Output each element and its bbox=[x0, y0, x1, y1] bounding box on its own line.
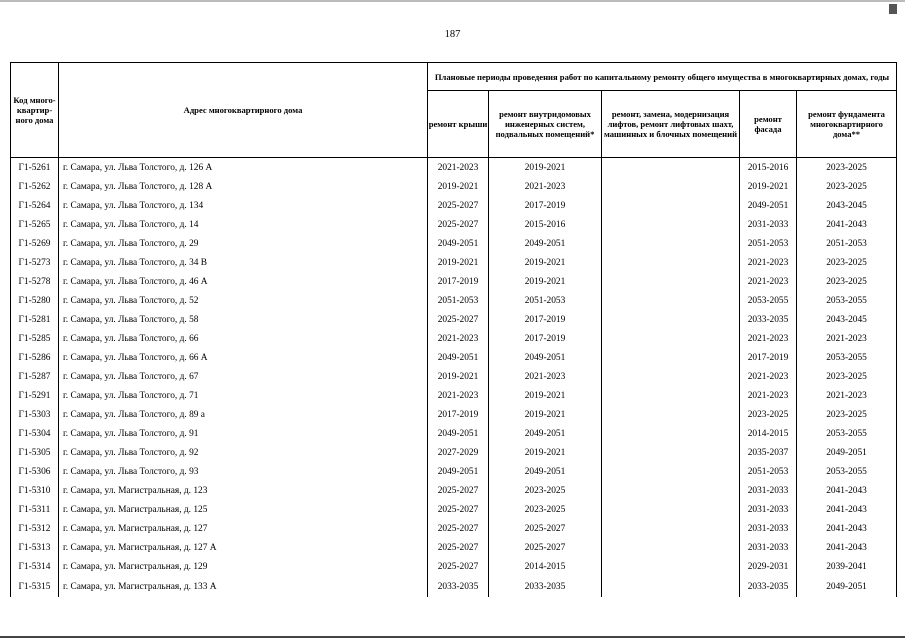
cell-facade: 2029-2031 bbox=[740, 557, 797, 576]
cell-address: г. Самара, ул. Льва Толстого, д. 66 А bbox=[59, 348, 428, 367]
cell-facade: 2014-2015 bbox=[740, 424, 797, 443]
table-row bbox=[11, 481, 897, 500]
cell-code: Г1-5280 bbox=[11, 291, 59, 310]
cell-facade: 2021-2023 bbox=[740, 272, 797, 291]
cell-address: г. Самара, ул. Льва Толстого, д. 58 bbox=[59, 310, 428, 329]
cell-systems: 2015-2016 bbox=[489, 215, 602, 234]
cell-address: г. Самара, ул. Льва Толстого, д. 128 А bbox=[59, 177, 428, 196]
cell-facade: 2017-2019 bbox=[740, 348, 797, 367]
cell-facade: 2015-2016 bbox=[740, 158, 797, 178]
cell-roof: 2025-2027 bbox=[428, 519, 489, 538]
cell-code: Г1-5265 bbox=[11, 215, 59, 234]
cell-roof: 2019-2021 bbox=[428, 367, 489, 386]
cell-address: г. Самара, ул. Льва Толстого, д. 91 bbox=[59, 424, 428, 443]
cell-facade: 2033-2035 bbox=[740, 576, 797, 597]
cell-lifts bbox=[602, 234, 740, 253]
cell-foundation: 2043-2045 bbox=[797, 196, 897, 215]
cell-lifts bbox=[602, 367, 740, 386]
table-row bbox=[11, 158, 897, 178]
cell-address: г. Самара, ул. Магистральная, д. 123 bbox=[59, 481, 428, 500]
cell-systems: 2019-2021 bbox=[489, 272, 602, 291]
cell-roof: 2025-2027 bbox=[428, 215, 489, 234]
cell-systems: 2025-2027 bbox=[489, 538, 602, 557]
header-facade: ремонт фасада bbox=[740, 91, 797, 158]
table-row bbox=[11, 405, 897, 424]
cell-lifts bbox=[602, 196, 740, 215]
cell-address: г. Самара, ул. Магистральная, д. 125 bbox=[59, 500, 428, 519]
cell-facade: 2021-2023 bbox=[740, 367, 797, 386]
cell-foundation: 2053-2055 bbox=[797, 424, 897, 443]
table-row bbox=[11, 253, 897, 272]
cell-lifts bbox=[602, 386, 740, 405]
cell-lifts bbox=[602, 348, 740, 367]
header-code: Код много-квартир-ного дома bbox=[11, 63, 59, 158]
cell-code: Г1-5262 bbox=[11, 177, 59, 196]
header-systems: ремонт внутридомовых инженерных систем, подвальных помещений* bbox=[489, 91, 602, 158]
cell-code: Г1-5311 bbox=[11, 500, 59, 519]
cell-roof: 2025-2027 bbox=[428, 481, 489, 500]
cell-roof: 2025-2027 bbox=[428, 500, 489, 519]
cell-lifts bbox=[602, 519, 740, 538]
cell-systems: 2033-2035 bbox=[489, 576, 602, 597]
cell-code: Г1-5312 bbox=[11, 519, 59, 538]
cell-roof: 2025-2027 bbox=[428, 557, 489, 576]
cell-lifts bbox=[602, 272, 740, 291]
cell-code: Г1-5278 bbox=[11, 272, 59, 291]
cell-foundation: 2049-2051 bbox=[797, 576, 897, 597]
cell-roof: 2019-2021 bbox=[428, 177, 489, 196]
cell-lifts bbox=[602, 557, 740, 576]
cell-address: г. Самара, ул. Льва Толстого, д. 89 а bbox=[59, 405, 428, 424]
cell-foundation: 2021-2023 bbox=[797, 386, 897, 405]
cell-address: г. Самара, ул. Магистральная, д. 127 А bbox=[59, 538, 428, 557]
cell-code: Г1-5281 bbox=[11, 310, 59, 329]
cell-lifts bbox=[602, 329, 740, 348]
cell-facade: 2051-2053 bbox=[740, 462, 797, 481]
cell-code: Г1-5261 bbox=[11, 158, 59, 178]
cell-code: Г1-5287 bbox=[11, 367, 59, 386]
table-row bbox=[11, 519, 897, 538]
table-header bbox=[11, 63, 897, 158]
cell-facade: 2031-2033 bbox=[740, 538, 797, 557]
cell-code: Г1-5315 bbox=[11, 576, 59, 597]
cell-address: г. Самара, ул. Магистральная, д. 127 bbox=[59, 519, 428, 538]
table-row bbox=[11, 443, 897, 462]
cell-facade: 2051-2053 bbox=[740, 234, 797, 253]
cell-lifts bbox=[602, 443, 740, 462]
cell-code: Г1-5305 bbox=[11, 443, 59, 462]
header-roof: ремонт крыши bbox=[428, 91, 489, 158]
cell-roof: 2027-2029 bbox=[428, 443, 489, 462]
cell-roof: 2049-2051 bbox=[428, 462, 489, 481]
cell-address: г. Самара, ул. Льва Толстого, д. 52 bbox=[59, 291, 428, 310]
cell-lifts bbox=[602, 576, 740, 597]
cell-facade: 2033-2035 bbox=[740, 310, 797, 329]
cell-roof: 2017-2019 bbox=[428, 272, 489, 291]
cell-systems: 2023-2025 bbox=[489, 481, 602, 500]
cell-foundation: 2043-2045 bbox=[797, 310, 897, 329]
cell-lifts bbox=[602, 310, 740, 329]
cell-address: г. Самара, ул. Льва Толстого, д. 126 А bbox=[59, 158, 428, 178]
cell-roof: 2021-2023 bbox=[428, 386, 489, 405]
cell-roof: 2025-2027 bbox=[428, 538, 489, 557]
cell-foundation: 2023-2025 bbox=[797, 405, 897, 424]
cell-roof: 2017-2019 bbox=[428, 405, 489, 424]
capital-repair-table bbox=[10, 62, 897, 597]
cell-roof: 2025-2027 bbox=[428, 196, 489, 215]
cell-systems: 2019-2021 bbox=[489, 253, 602, 272]
cell-foundation: 2049-2051 bbox=[797, 443, 897, 462]
table-row bbox=[11, 215, 897, 234]
cell-lifts bbox=[602, 424, 740, 443]
cell-roof: 2033-2035 bbox=[428, 576, 489, 597]
cell-foundation: 2053-2055 bbox=[797, 291, 897, 310]
cell-systems: 2014-2015 bbox=[489, 557, 602, 576]
cell-systems: 2049-2051 bbox=[489, 234, 602, 253]
cell-address: г. Самара, ул. Льва Толстого, д. 93 bbox=[59, 462, 428, 481]
cell-systems: 2049-2051 bbox=[489, 462, 602, 481]
scan-corner-mark bbox=[889, 4, 897, 14]
cell-address: г. Самара, ул. Льва Толстого, д. 67 bbox=[59, 367, 428, 386]
cell-lifts bbox=[602, 481, 740, 500]
cell-foundation: 2053-2055 bbox=[797, 462, 897, 481]
cell-systems: 2021-2023 bbox=[489, 367, 602, 386]
cell-code: Г1-5291 bbox=[11, 386, 59, 405]
cell-address: г. Самара, ул. Льва Толстого, д. 66 bbox=[59, 329, 428, 348]
cell-facade: 2031-2033 bbox=[740, 215, 797, 234]
table-row bbox=[11, 576, 897, 597]
cell-foundation: 2023-2025 bbox=[797, 367, 897, 386]
cell-code: Г1-5286 bbox=[11, 348, 59, 367]
cell-foundation: 2053-2055 bbox=[797, 348, 897, 367]
cell-code: Г1-5306 bbox=[11, 462, 59, 481]
cell-code: Г1-5313 bbox=[11, 538, 59, 557]
cell-systems: 2019-2021 bbox=[489, 405, 602, 424]
header-address: Адрес многоквартирного дома bbox=[59, 63, 428, 158]
table-row bbox=[11, 310, 897, 329]
cell-systems: 2019-2021 bbox=[489, 443, 602, 462]
cell-roof: 2021-2023 bbox=[428, 158, 489, 178]
table-row bbox=[11, 196, 897, 215]
table-row bbox=[11, 538, 897, 557]
cell-facade: 2035-2037 bbox=[740, 443, 797, 462]
cell-code: Г1-5273 bbox=[11, 253, 59, 272]
cell-systems: 2021-2023 bbox=[489, 177, 602, 196]
header-foundation: ремонт фундамента многоквартирного дома** bbox=[797, 91, 897, 158]
cell-lifts bbox=[602, 177, 740, 196]
cell-facade: 2031-2033 bbox=[740, 500, 797, 519]
cell-code: Г1-5303 bbox=[11, 405, 59, 424]
page-number: 187 bbox=[444, 29, 461, 40]
table-body bbox=[11, 158, 897, 598]
header-periods-group: Плановые периоды проведения работ по капитальному ремонту общего имущества в многоквартирных домах, годы bbox=[428, 63, 897, 91]
cell-roof: 2021-2023 bbox=[428, 329, 489, 348]
cell-lifts bbox=[602, 405, 740, 424]
cell-facade: 2019-2021 bbox=[740, 177, 797, 196]
table-row bbox=[11, 177, 897, 196]
table-row bbox=[11, 367, 897, 386]
cell-systems: 2017-2019 bbox=[489, 310, 602, 329]
scan-edge-bottom bbox=[0, 636, 905, 638]
cell-systems: 2049-2051 bbox=[489, 348, 602, 367]
table-row bbox=[11, 234, 897, 253]
table-row bbox=[11, 272, 897, 291]
cell-code: Г1-5310 bbox=[11, 481, 59, 500]
cell-lifts bbox=[602, 538, 740, 557]
cell-systems: 2049-2051 bbox=[489, 424, 602, 443]
cell-foundation: 2051-2053 bbox=[797, 234, 897, 253]
table-row bbox=[11, 500, 897, 519]
cell-code: Г1-5304 bbox=[11, 424, 59, 443]
cell-roof: 2049-2051 bbox=[428, 424, 489, 443]
cell-address: г. Самара, ул. Льва Толстого, д. 34 В bbox=[59, 253, 428, 272]
cell-address: г. Самара, ул. Льва Толстого, д. 92 bbox=[59, 443, 428, 462]
cell-facade: 2023-2025 bbox=[740, 405, 797, 424]
cell-code: Г1-5285 bbox=[11, 329, 59, 348]
cell-foundation: 2023-2025 bbox=[797, 177, 897, 196]
cell-code: Г1-5314 bbox=[11, 557, 59, 576]
header-lifts: ремонт, замена, модернизация лифтов, ремонт лифтовых шахт, машинных и блочных помещений bbox=[602, 91, 740, 158]
cell-facade: 2021-2023 bbox=[740, 386, 797, 405]
cell-code: Г1-5264 bbox=[11, 196, 59, 215]
scan-edge-top bbox=[0, 0, 905, 2]
cell-roof: 2049-2051 bbox=[428, 234, 489, 253]
table-row bbox=[11, 329, 897, 348]
cell-systems: 2023-2025 bbox=[489, 500, 602, 519]
table-row bbox=[11, 291, 897, 310]
cell-foundation: 2041-2043 bbox=[797, 481, 897, 500]
cell-lifts bbox=[602, 462, 740, 481]
cell-foundation: 2039-2041 bbox=[797, 557, 897, 576]
cell-address: г. Самара, ул. Льва Толстого, д. 29 bbox=[59, 234, 428, 253]
cell-systems: 2051-2053 bbox=[489, 291, 602, 310]
cell-roof: 2019-2021 bbox=[428, 253, 489, 272]
cell-address: г. Самара, ул. Льва Толстого, д. 46 А bbox=[59, 272, 428, 291]
cell-foundation: 2023-2025 bbox=[797, 272, 897, 291]
cell-address: г. Самара, ул. Льва Толстого, д. 14 bbox=[59, 215, 428, 234]
cell-facade: 2049-2051 bbox=[740, 196, 797, 215]
cell-systems: 2017-2019 bbox=[489, 329, 602, 348]
cell-systems: 2019-2021 bbox=[489, 386, 602, 405]
cell-lifts bbox=[602, 215, 740, 234]
cell-lifts bbox=[602, 500, 740, 519]
cell-foundation: 2041-2043 bbox=[797, 519, 897, 538]
cell-foundation: 2021-2023 bbox=[797, 329, 897, 348]
cell-address: г. Самара, ул. Магистральная, д. 129 bbox=[59, 557, 428, 576]
cell-foundation: 2023-2025 bbox=[797, 253, 897, 272]
table-row bbox=[11, 386, 897, 405]
cell-foundation: 2023-2025 bbox=[797, 158, 897, 178]
cell-facade: 2031-2033 bbox=[740, 519, 797, 538]
cell-roof: 2025-2027 bbox=[428, 310, 489, 329]
cell-systems: 2017-2019 bbox=[489, 196, 602, 215]
table-row bbox=[11, 424, 897, 443]
cell-facade: 2021-2023 bbox=[740, 253, 797, 272]
cell-address: г. Самара, ул. Льва Толстого, д. 71 bbox=[59, 386, 428, 405]
cell-lifts bbox=[602, 253, 740, 272]
cell-systems: 2025-2027 bbox=[489, 519, 602, 538]
cell-foundation: 2041-2043 bbox=[797, 215, 897, 234]
cell-foundation: 2041-2043 bbox=[797, 538, 897, 557]
table-row bbox=[11, 557, 897, 576]
table-row bbox=[11, 462, 897, 481]
cell-foundation: 2041-2043 bbox=[797, 500, 897, 519]
cell-facade: 2021-2023 bbox=[740, 329, 797, 348]
cell-lifts bbox=[602, 158, 740, 178]
cell-roof: 2051-2053 bbox=[428, 291, 489, 310]
cell-address: г. Самара, ул. Магистральная, д. 133 А bbox=[59, 576, 428, 597]
table-row bbox=[11, 348, 897, 367]
cell-roof: 2049-2051 bbox=[428, 348, 489, 367]
cell-lifts bbox=[602, 291, 740, 310]
cell-code: Г1-5269 bbox=[11, 234, 59, 253]
cell-facade: 2031-2033 bbox=[740, 481, 797, 500]
cell-facade: 2053-2055 bbox=[740, 291, 797, 310]
cell-systems: 2019-2021 bbox=[489, 158, 602, 178]
cell-address: г. Самара, ул. Льва Толстого, д. 134 bbox=[59, 196, 428, 215]
